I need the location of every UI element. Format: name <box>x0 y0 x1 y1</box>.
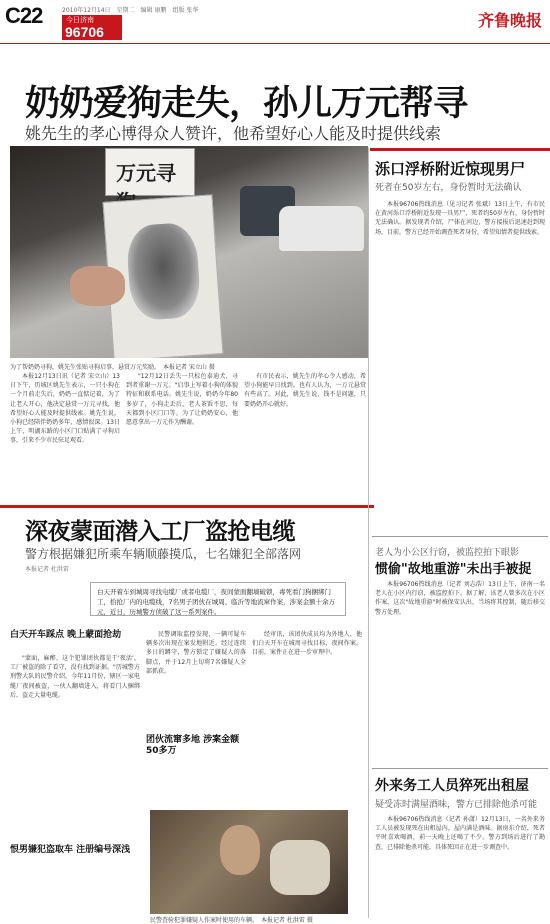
right-story1-headline: 泺口浮桥附近惊现男尸 <box>375 160 526 178</box>
photo-sign <box>105 148 195 196</box>
story2-subheading-1: 白天开车踩点 晚上蒙面抢劫 <box>10 630 122 640</box>
newspaper-logo: 齐鲁晚报 <box>477 11 542 30</box>
story2-lead: 白天开着车到城周寻找电缆厂或者电缆厂，夜间蒙面翻墙破锁，毒死看门狗捆绑门工，拾抢厂内的电缆线，7名男子团伙在城周、临沂等地流窜作案，涉案金额十余万元，近日，历城警方侦破了这一系列案件。 <box>90 582 346 616</box>
right-rule <box>370 148 550 151</box>
right-story2-headline: 惯偷"故地重游"未出手被捉 <box>375 562 532 577</box>
right-story2-body: 本报96706热线消息（记者 刘志浩）13日上午，济南一名老人在小区内行窃，被监控拍下。据了解，该老人曾多次在小区作案，这次"故地重游"时被保安认出，当场将其控制，随后移交警方处理。 <box>375 581 545 616</box>
story2-body-col3: 经审讯，该团伙成员均为外地人，他们白天开车在城周寻找目标，夜间作案。目前，案件正在进一步审理中。 <box>252 631 362 657</box>
story2-photo <box>150 810 348 914</box>
story2-caption: 民警查验犯罪嫌疑人作案时使用的车辆。 本报记者 杜洪雷 摄 <box>150 917 313 924</box>
right-story1-subhead: 死者在50岁左右，身份暂时无法确认 <box>375 183 522 193</box>
story2-body-col2: 民警调取监控发现，一辆可疑车辆多次出现在案发地附近。经过连续多日的蹲守，警方锁定了嫌疑人的落脚点，并于12月上旬将7名嫌疑人全部抓获。 <box>146 631 246 675</box>
photo-vehicle <box>270 840 330 895</box>
story1-subhead: 姚先生的孝心博得众人赞许，他希望好心人能及时提供线索 <box>25 124 442 143</box>
section-tag: 今日济南 <box>62 15 122 25</box>
photo-car <box>279 206 364 251</box>
right-divider-2 <box>372 768 548 769</box>
story2-subheading-4: 恨男嫌犯盗取车 注册编号深浅 <box>10 845 131 855</box>
right-story2-subhead: 老人为小公区行窃，被监控拍下眼影 <box>375 548 520 558</box>
right-story1-body: 本报96706热线消息（见习记者 张斌）13日上午，有市民在黄河泺口浮桥附近发现一具男尸，死者约50岁左右，身份暂时无法确认。据发现者介绍，尸体在河边，警方接报后迅速赶到现场，目前，警方已经开始调查死者身份，希望知情者提供线索。 <box>375 201 545 236</box>
story1-photo <box>10 146 368 358</box>
page-meta: 2010年12月14日 星期二 编辑 康鹏 组版 张华 <box>62 7 199 14</box>
dog-image <box>125 222 201 322</box>
page-number: C22 <box>5 3 43 28</box>
masthead-rule <box>0 43 550 44</box>
story2-subhead: 警方根据嫌犯所乘车辆顺藤摸瓜，七名嫌犯全部落网 <box>25 547 302 561</box>
story2-subheading-2: 团伙流窜多地 涉案金额50多万 <box>146 735 240 756</box>
story1-caption: 为了帮奶奶寻狗，姚先生张贴寻狗启事，悬赏万元奖励。 本报记者 宋立山 摄 <box>10 364 215 371</box>
story1-body-col1: 本报12月13日讯（记者 宋立山）13日下午，历城区姚先生表示，一只小狗在一个月前走失后，奶奶一直惦记着，为了让老人开心，他决定悬赏一万元寻找，他希望好心人能及时提供线索。姚先生说，小狗已经陪伴奶奶多年，感情很深。13日上午，明湖东路的小区门口贴满了寻狗启事，引来不少市民驻足观看。 <box>10 373 120 445</box>
right-story3-headline: 外来务工人员猝死出租屋 <box>375 778 529 794</box>
photo-hand <box>70 266 125 306</box>
story1-body-col2: "12月12日丢失一只棕色泰迪犬，寻到者重谢一万元。"启事上写着小狗的体貌特征和联系电话。姚先生说，奶奶今年80多岁了，小狗走丢后，老人茶饭不思，每天都到小区门口等。为了让奶奶安心，他愿意拿出一万元作为酬谢。 <box>126 373 238 427</box>
story2-body-col1: "蒙面，麻醉，这个犯罪团伙都是干'夜活'，工厂被盗的除了看守，没有找到证据。"历城警方刑警大队的民警介绍，今年11月份，辖区一家电缆厂夜间被盗，一伙人翻墙进入，将看门人捆绑后，盗走大量电缆。 <box>10 655 140 699</box>
story2-headline: 深夜蒙面潜入工厂盗抢电缆 <box>25 519 295 545</box>
right-story3-subhead: 疑受冻时满屋酒味，警方已排除他杀可能 <box>375 800 538 810</box>
right-divider-1 <box>372 536 548 537</box>
hotline-number: 96706 <box>62 25 122 40</box>
story2-byline: 本报记者 杜洪雷 <box>25 566 69 573</box>
photo-sign-text: 万元寻 <box>116 161 176 185</box>
section-rule <box>0 505 374 508</box>
photo-person <box>220 825 260 875</box>
story1-body-col3: 有市民表示，姚先生的孝心令人感动，希望小狗能早日找到。也有人认为，一万元悬赏有些高了。对此，姚先生说，钱不是问题，只要奶奶开心就好。 <box>244 373 366 408</box>
right-story3-body: 本报96706热线消息（记者 孙潇）12月13日，一名外来务工人员被发现死在出租屋内，屋内满是酒味。据房东介绍，死者平时喜欢喝酒，前一天晚上还喝了不少。警方到场后进行了勘查，已排除他杀可能，具体死因正在进一步调查中。 <box>375 816 545 851</box>
column-divider <box>368 148 369 918</box>
story1-headline: 奶奶爱狗走失，孙儿万元帮寻 <box>25 84 468 124</box>
